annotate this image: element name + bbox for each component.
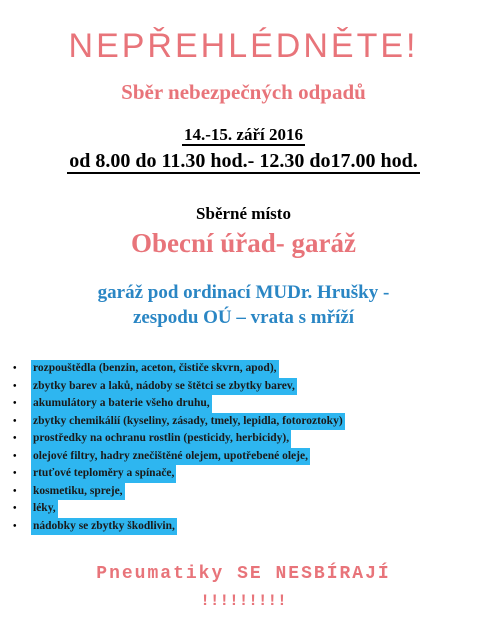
place-name: Obecní úřad- garáž	[131, 228, 356, 258]
collection-hours-text: od 8.00 do 11.30 hod.- 12.30 do17.00 hod.	[69, 150, 418, 172]
bullet-icon: •	[13, 380, 17, 392]
location-line-1: garáž pod ordinací MUDr. Hrušky -	[97, 282, 390, 303]
bullet-icon: •	[13, 520, 17, 532]
headline: NEPŘEHLÉDNĚTE!	[68, 27, 419, 65]
list-item-text: nádobky se zbytky škodlivin,	[31, 518, 177, 536]
list-item-text: rtuťové teploměry a spínače,	[31, 465, 176, 483]
bullet-icon: •	[13, 415, 17, 427]
list-item-text: kosmetiku, spreje,	[31, 483, 125, 501]
list-item	[13, 483, 345, 501]
list-item-text: olejové filtry, hadry znečištěné olejem, upotřebené oleje,	[31, 448, 310, 466]
list-item-text: léky,	[31, 500, 58, 518]
collection-date-text: 14.-15. září 2016	[184, 125, 303, 144]
list-item	[13, 448, 345, 466]
list-item	[13, 500, 345, 518]
exclamation-marks: !!!!!!!!!	[200, 592, 287, 610]
location-description	[0, 280, 487, 330]
subtitle: Sběr nebezpečných odpadů	[121, 80, 366, 104]
list-item-text: prostředky na ochranu rostlin (pesticidy, herbicidy),	[31, 430, 291, 448]
waste-list	[13, 360, 345, 535]
bullet-icon: •	[13, 433, 17, 444]
list-item	[13, 518, 345, 536]
place-label: Sběrné místo	[196, 204, 291, 223]
bullet-icon: •	[13, 398, 17, 409]
bullet-icon: •	[13, 468, 17, 479]
list-item	[13, 465, 345, 483]
list-item	[13, 430, 345, 448]
list-item-text: zbytky chemikálií (kyseliny, zásady, tmely, lepidla, fotoroztoky)	[31, 413, 345, 431]
list-item	[13, 360, 345, 378]
bullet-icon: •	[13, 485, 17, 497]
list-item	[13, 395, 345, 413]
tires-notice: Pneumatiky SE NESBÍRAJÍ	[96, 564, 391, 584]
list-item	[13, 413, 345, 431]
bullet-icon: •	[13, 503, 17, 514]
list-item-text: akumulátory a baterie všeho druhu,	[31, 395, 212, 413]
location-line-2: zespodu OÚ – vrata s mříží	[132, 307, 355, 328]
collection-date	[0, 124, 487, 146]
collection-hours	[0, 148, 487, 174]
list-item	[13, 378, 345, 396]
list-item-text: rozpouštědla (benzin, aceton, čističe skvrn, apod),	[31, 360, 279, 378]
list-item-text: zbytky barev a laků, nádoby se štětci se zbytky barev,	[31, 378, 297, 396]
bullet-icon: •	[13, 450, 17, 462]
bullet-icon: •	[13, 363, 17, 374]
